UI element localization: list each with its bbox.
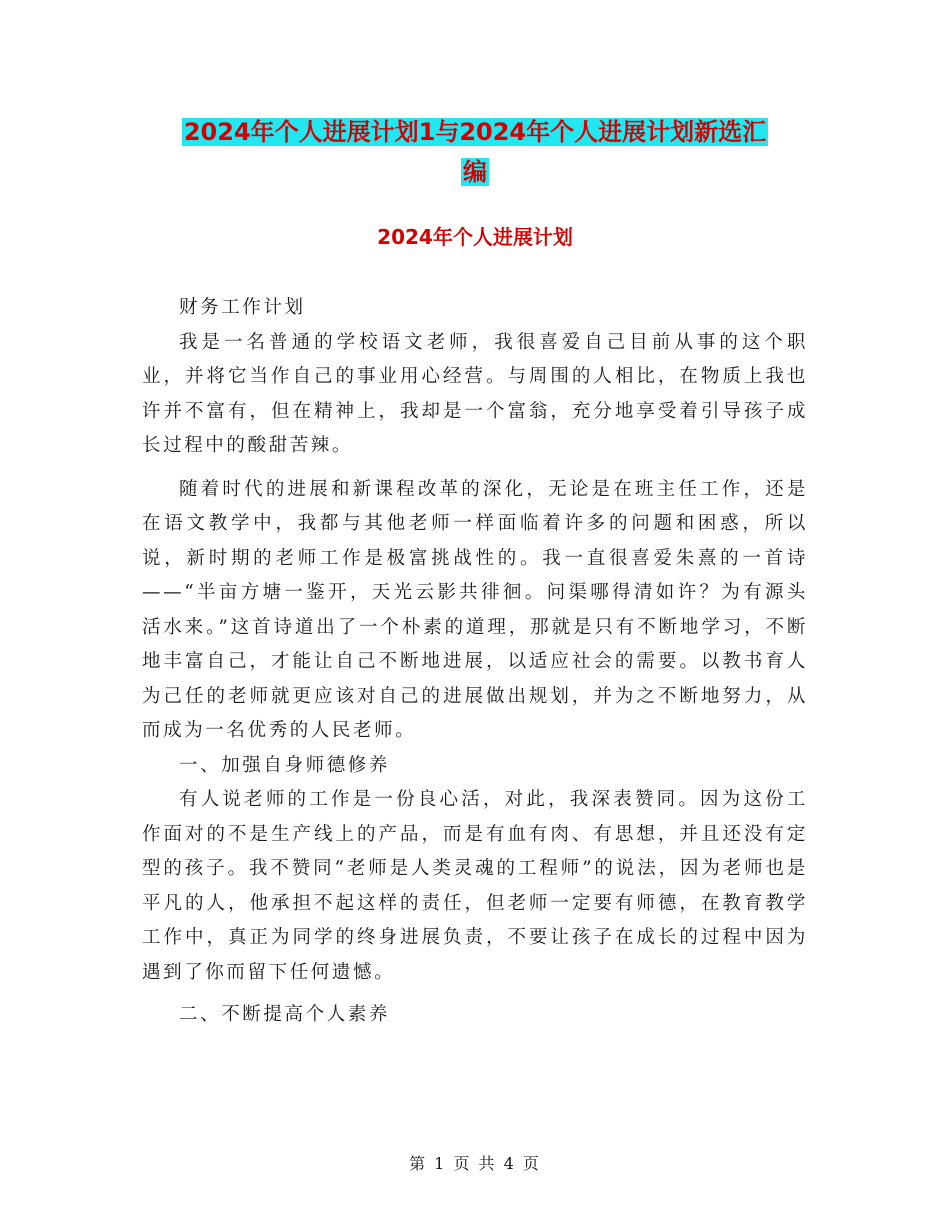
- paragraph-heading-ethics: 一、加强自身师德修养: [179, 754, 391, 776]
- paragraph-context: 随着时代的进展和新课程改革的深化，无论是在班主任工作，还是在语文教学中，我都与其他老师一样面临着许多的问题和困惑，所以说，新时期的老师工作是极富挑战性的。我一直很喜爱朱熹的一首诗——“半亩方塘一鉴开，天光云影共徘徊。问渠哪得清如许？为有源头活水来。”这首诗道出了一个朴素的道理，那就是只有不断地学习，不断地丰富自己，才能让自己不断地进展，以适应社会的需要。以教书育人为己任的老师就更应该对自己的进展做出规划，并为之不断地努力，从而成为一名优秀的人民老师。: [142, 478, 808, 741]
- document-title: [0, 112, 950, 192]
- paragraph-intro: 我是一名普通的学校语文老师，我很喜爱自己目前从事的这个职业，并将它当作自己的事业用心经营。与周围的人相比，在物质上我也许并不富有，但在精神上，我却是一个富翁，充分地享受着引导孩子成长过程中的酸甜苦辣。: [142, 331, 808, 456]
- document-title-line1: 2024年个人进展计划1与2024年个人进展计划新选汇: [183, 118, 767, 146]
- paragraph-heading-quality: 二、不断提高个人素养: [179, 1004, 391, 1025]
- page-footer: 第 1 页 共 4 页: [409, 1154, 541, 1173]
- paragraph-heading-finance: 财务工作计划: [179, 297, 306, 318]
- section-title: 2024年个人进展计划: [377, 225, 573, 249]
- document-body: [142, 291, 808, 1033]
- paragraph-ethics: 有人说老师的工作是一份良心活，对此，我深表赞同。因为这份工作面对的不是生产线上的产品，而是有血有肉、有思想，并且还没有定型的孩子。我不赞同“老师是人类灵魂的工程师”的说法，因为老师也是平凡的人，他承担不起这样的责任，但老师一定要有师德，在教育教学工作中，真正为同学的终身进展负责，不要让孩子在成长的过程中因为遇到了你而留下任何遗憾。: [142, 789, 808, 983]
- document-title-line2: 编: [463, 158, 487, 186]
